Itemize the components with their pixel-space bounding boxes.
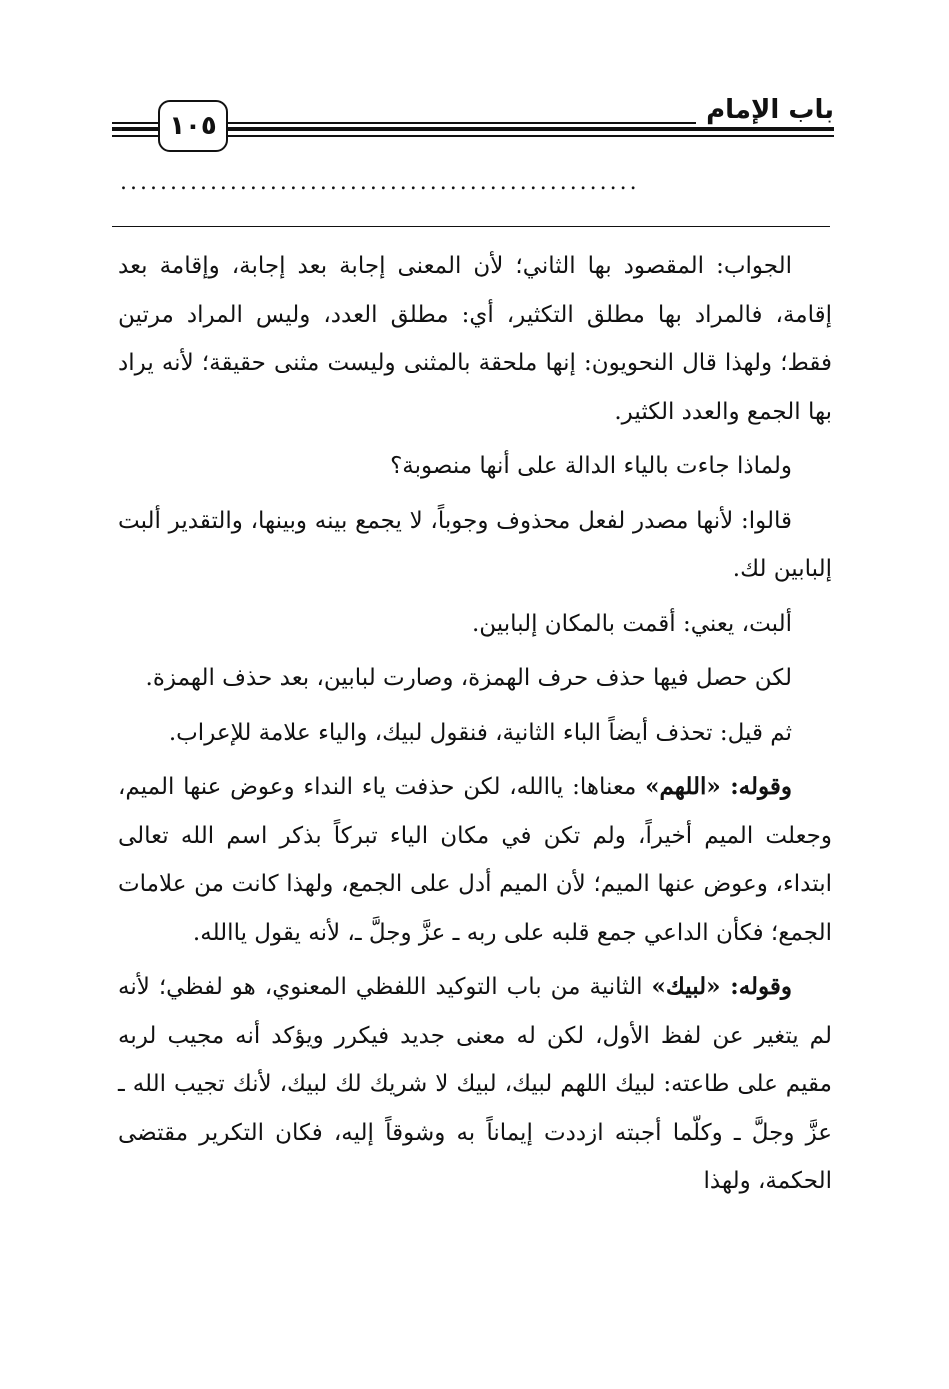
page-number: ١٠٥ xyxy=(158,100,228,152)
separator-rule xyxy=(112,226,830,227)
paragraph-text: ألبت، يعني: أقمت بالمكان إلبابين. xyxy=(471,610,792,637)
paragraph-text: لكن حصل فيها حذف حرف الهمزة، وصارت لبابين، بعد حذف الهمزة. xyxy=(145,665,792,691)
paragraph xyxy=(118,242,832,436)
paragraph-text: الجواب: المقصود بها الثاني؛ لأن المعنى إجابة بعد إجابة، وإقامة بعد إقامة، فالمراد بها مطلق التكثير، أي: مطلق العدد، وليس المراد مرتين فقط؛ ولهذا قال النحويون: إنها ملحقة بالمثنى وليست مثنى حقيقة؛ لأنه يراد بها الجمع والعدد الكثير. xyxy=(118,253,832,425)
paragraph-text: ولماذا جاءت بالياء الدالة على أنها منصوبة؟ xyxy=(390,453,792,479)
paragraph xyxy=(118,654,832,703)
paragraph xyxy=(118,963,832,1206)
dotted-separator: .................................................... xyxy=(120,170,640,195)
paragraph xyxy=(118,600,832,649)
page-header xyxy=(112,96,834,156)
paragraph xyxy=(118,442,832,491)
paragraph xyxy=(118,709,832,758)
paragraph-text: معناها: ياالله، لكن حذفت ياء النداء وعوض عنها الميم، وجعلت الميم أخيراً، ولم تكن في مكان الياء تبركاً بذكر اسم الله تعالى ابتداء، وعوض عنها الميم؛ لأن الميم أدل على الجمع، ولهذا كانت من علامات الجمع؛ فكأن الداعي جمع قلبه على ربه ـ عزَّ وجلَّ ـ، لأنه يقول ياالله. xyxy=(118,774,832,946)
paragraph-text: الثانية من باب التوكيد اللفظي المعنوي، هو لفظي؛ لأنه لم يتغير عن لفظ الأول، لكن له معنى جديد فيكرر ويؤكد أنه مجيب لربه مقيم على طاعته: لبيك اللهم لبيك، لبيك لا شريك لك لبيك، لأنك تجيب الله ـ عزَّ وجلَّ ـ وكلّما أجبته ازددت إيماناً به وشوقاً إليه، فكان التكرير مقتضى الحكمة، ولهذا xyxy=(118,974,832,1194)
chapter-title: باب الإمام xyxy=(696,94,834,126)
paragraph-lead: وقوله: «لبيك» xyxy=(651,973,793,1000)
paragraph-text: قالوا: لأنها مصدر لفعل محذوف وجوباً، لا يجمع بينه وبينها، والتقدير ألبت إلبابين لك. xyxy=(118,507,832,582)
paragraph-lead: وقوله: «اللهم» xyxy=(645,773,793,800)
body-text xyxy=(118,242,832,1212)
paragraph xyxy=(118,763,832,957)
paragraph xyxy=(118,497,832,594)
paragraph-text: ثم قيل: تحذف أيضاً الباء الثانية، فنقول لبيك، والياء علامة للإعراب. xyxy=(168,719,792,746)
